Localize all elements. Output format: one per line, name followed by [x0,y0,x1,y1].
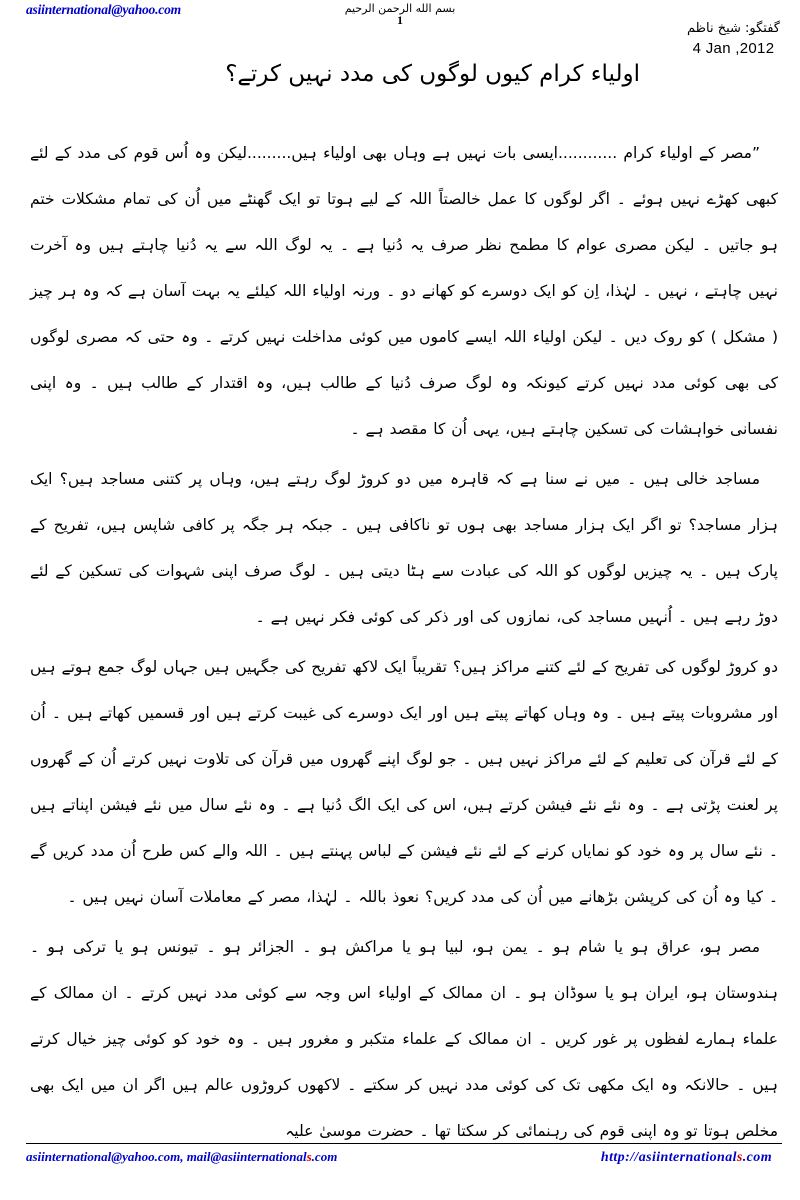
paragraph-2: مساجد خالی ہیں ۔ میں نے سنا ہے کہ قاہرہ میں دو کروڑ لوگ رہتے ہیں، وہاں پر کتنی مساجد ہیں؟ ایک ہزار مساجد؟ تو اگر ایک ہزار مساجد بھی ہوں تو ناکافی ہیں ۔ جبکہ ہر جگہ پر کافی شاپس ہیں، تفریح کے پارک ہیں ۔ یہ چیزیں لوگوں کو اللہ کی عبادت سے ہٹا دیتی ہیں ۔ لوگ صرف اپنی شہوات کی تسکین کے لئے دوڑ رہے ہیں ۔ اُنہیں مساجد کی، نمازوں کی اور ذکر کی کوئی فکر نہیں ہے ۔ [30,470,778,626]
byline-label: گفتگو: شیخ ناظم [686,21,780,36]
footer-emails-main: asiinternational@yahoo.com, mail@asiinternational [26,1149,307,1164]
footer-row [26,1149,782,1166]
article-body [30,130,778,1140]
paragraph-3: دو کروڑ لوگوں کی تفریح کے لئے کتنے مراکز ہیں؟ تقریباً ایک لاکھ تفریح کی جگہیں ہیں جہاں لوگ جمع ہوتے ہیں اور مشروبات پیتے ہیں ۔ وہ وہاں کھاتے پیتے ہیں اور ایک دوسرے کی غیبت کرتے ہیں اور قسمیں کھاتے ہیں ۔ اُن کے لئے قرآن کی تعلیم کے لئے مراکز نہیں ہیں ۔ جو لوگ اپنے گھروں میں قرآن کی تلاوت نہیں کرتے اُن کے گھروں پر لعنت پڑتی ہے ۔ وہ نئے نئے فیشن کرتے ہیں، اس کی ایک الگ دُنیا ہے ۔ وہ نئے سال میں نئے فیشن اپناتے ہیں ۔ نئے سال پر وہ خود کو نمایاں کرنے کے لئے نئے فیشن کے لباس پہنتے ہیں ۔ اللہ والے کس طرح اُن مدد کریں گے ۔ کیا وہ اُن کی کرپشن بڑھانے میں اُن کی مدد کریں؟ نعوذ باللہ ۔ لہٰذا، مصر کے معاملات آسان نہیں ہیں ۔ [30,658,778,906]
byline-block [687,22,780,57]
footer-url-tail: .com [742,1150,772,1165]
article-date: 4 Jan ,2012 [692,39,775,57]
page-number: 1 [397,13,403,27]
footer-emails-tail: .com [311,1149,338,1164]
footer-url-highlight: s [736,1150,743,1165]
footer-url-main: http://asiinternational [600,1150,737,1165]
paragraph-1: ”مصر کے اولیاء کرام ............ایسی بات نہیں ہے وہاں بھی اولیاء ہیں.........لیکن وہ اُس قوم کی مدد کے لئے کبھی کھڑے نہیں ہوئے ۔ اگر لوگوں کا عمل خالصتاً اللہ کے لیے ہوتا تو ایک گھنٹے میں اُن کی تمام مشکلات ختم ہو جاتیں ۔ لیکن مصری عوام کا مطمح نظر صرف یہ دُنیا ہے ۔ یہ لوگ اللہ سے یہ دُنیا چاہتے ہیں وہ آخرت نہیں چاہتے ، نہیں ۔ لہٰذا، اِن کو ایک دوسرے کو کھانے دو ۔ ورنہ اولیاء اللہ کیلئے یہ بہت آسان ہے کہ وہ ہر چیز ( مشکل ) کو روک دیں ۔ لیکن اولیاء اللہ ایسے کاموں میں کوئی مداخلت نہیں کرتے ۔ وہ حتی کہ مصری لوگوں کی بھی کوئی مدد نہیں کرتے کیونکہ وہ لوگ صرف دُنیا کے طالب ہیں، وہ اقتدار کے طالب ہیں ۔ وہ اپنی نفسانی خواہشات کی تسکین چاہتے ہیں، یہی اُن کا مقصد ہے ۔ [30,144,778,438]
footer-emails[interactable] [26,1149,337,1165]
header-email[interactable]: asiinternational@yahoo.com [26,2,181,17]
page-header [0,0,800,118]
paragraph-4: مصر ہو، عراق ہو یا شام ہو ۔ یمن ہو، لبیا ہو یا مراکش ہو ۔ الجزائر ہو ۔ تیونس ہو یا ترکی ہو ۔ ہندوستان ہو، ایران ہو یا سوڈان ہو ۔ ان ممالک کے اولیاء اس وجہ سے کوئی مدد نہیں کرتے ۔ ان ممالک کے علماء ہمارے لفظوں پر غور کریں ۔ ان ممالک کے علماء متکبر و مغرور ہیں ۔ وہ خود کو کوئی چیز خیال کرتے ہیں ۔ حالانکہ وہ ایک مکھی تک کی کوئی مدد نہیں کر سکتے ۔ لاکھوں کروڑوں عالم ہیں اگر ان میں ایک بھی مخلص ہوتا تو وہ اپنی قوم کی رہنمائی کر سکتا تھا ۔ حضرت موسیٰ علیہ [30,938,778,1140]
page-footer [26,1143,782,1166]
footer-website-url[interactable] [601,1150,772,1166]
page-title: اولیاء کرام کیوں لوگوں کی مدد نہیں کرتے؟ [225,61,640,88]
footer-emails-highlight: s [306,1149,312,1164]
bismillah-text: بسم الله الرحمن الرحیم [344,2,456,15]
footer-divider [26,1143,782,1144]
